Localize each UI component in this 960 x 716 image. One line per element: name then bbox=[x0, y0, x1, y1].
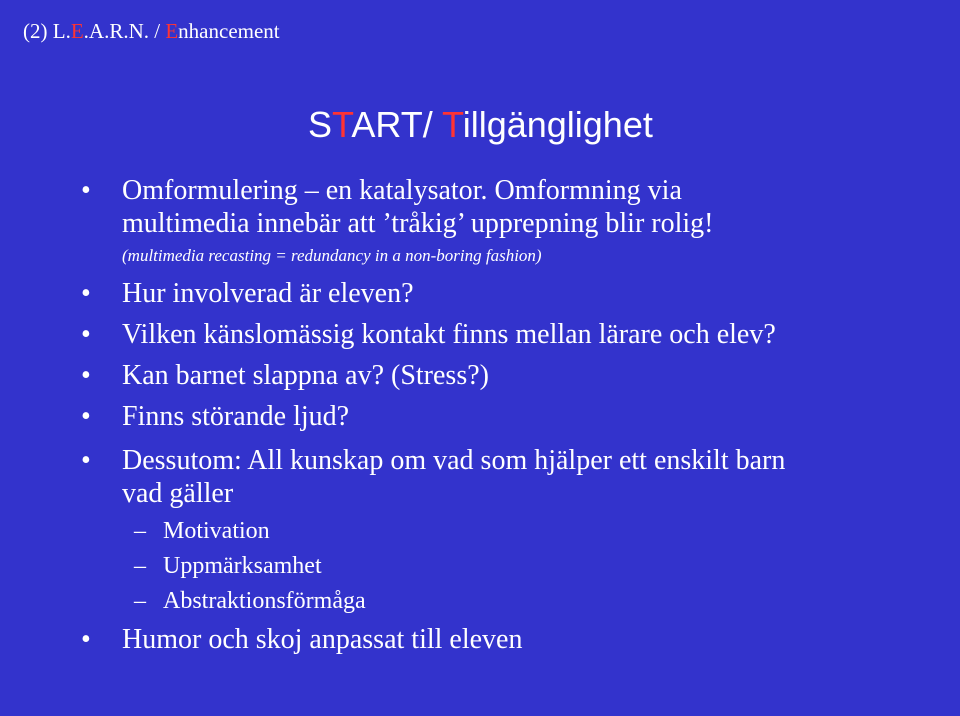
title-highlight-t2: T bbox=[442, 104, 463, 145]
bullet-item-1-line-2: multimedia innebär att ’tråkig’ upprepning blir rolig! bbox=[122, 208, 714, 239]
header-prefix: (2) L. bbox=[23, 19, 71, 43]
note-text: (multimedia recasting = redundancy in a non-boring fashion) bbox=[122, 246, 542, 265]
bullet-item-2-text: Hur involverad är eleven? bbox=[122, 278, 414, 309]
header-suffix: nhancement bbox=[178, 19, 280, 43]
bullet-icon: • bbox=[81, 278, 91, 309]
title-art: ART/ bbox=[351, 104, 443, 145]
bullet-item-4 bbox=[81, 359, 489, 392]
sub-item-2-text: Uppmärksamhet bbox=[163, 553, 322, 579]
bullet-item-6-line-2: vad gäller bbox=[122, 478, 234, 509]
title-highlight-t: T bbox=[332, 104, 352, 145]
bullet-item-4-text: Kan barnet slappna av? (Stress?) bbox=[122, 360, 489, 391]
bullet-item-5 bbox=[81, 400, 350, 433]
bullet-item-7-text: Humor och skoj anpassat till eleven bbox=[122, 624, 523, 655]
dash-icon: – bbox=[134, 588, 146, 614]
bullet-icon: • bbox=[81, 175, 91, 206]
bullet-item-6 bbox=[81, 444, 786, 510]
bullet-item-7 bbox=[81, 623, 523, 656]
header-highlight-e2: E bbox=[165, 19, 179, 43]
bullet-icon: • bbox=[81, 319, 91, 350]
bullet-item-5-text: Finns störande ljud? bbox=[122, 401, 350, 432]
bullet-item-6-line-1: Dessutom: All kunskap om vad som hjälper ett enskilt barn bbox=[122, 445, 786, 476]
bullet-icon: • bbox=[81, 401, 91, 432]
dash-icon: – bbox=[134, 553, 146, 579]
slide-title bbox=[308, 103, 653, 147]
bullet-icon: • bbox=[81, 445, 91, 476]
bullet-item-3-text: Vilken känslomässig kontakt finns mellan lärare och elev? bbox=[122, 319, 776, 350]
title-rest: illgänglighet bbox=[462, 104, 653, 145]
sub-item-2 bbox=[134, 552, 322, 580]
sub-item-1-text: Motivation bbox=[163, 518, 270, 544]
sub-item-3-text: Abstraktionsförmåga bbox=[163, 588, 366, 614]
bullet-item-2 bbox=[81, 277, 414, 310]
header-mid: .A.R.N. / bbox=[83, 19, 166, 43]
bullet-item-1 bbox=[81, 174, 714, 240]
slide-header bbox=[23, 18, 280, 44]
title-s: S bbox=[308, 104, 333, 145]
bullet-item-1-line-1: Omformulering – en katalysator. Omformning via bbox=[122, 175, 682, 206]
bullet-icon: • bbox=[81, 360, 91, 391]
header-highlight-e: E bbox=[70, 19, 84, 43]
sub-item-1 bbox=[134, 517, 270, 545]
bullet-item-3 bbox=[81, 318, 776, 351]
dash-icon: – bbox=[134, 518, 146, 544]
bullet-icon: • bbox=[81, 624, 91, 655]
sub-item-3 bbox=[134, 587, 366, 615]
